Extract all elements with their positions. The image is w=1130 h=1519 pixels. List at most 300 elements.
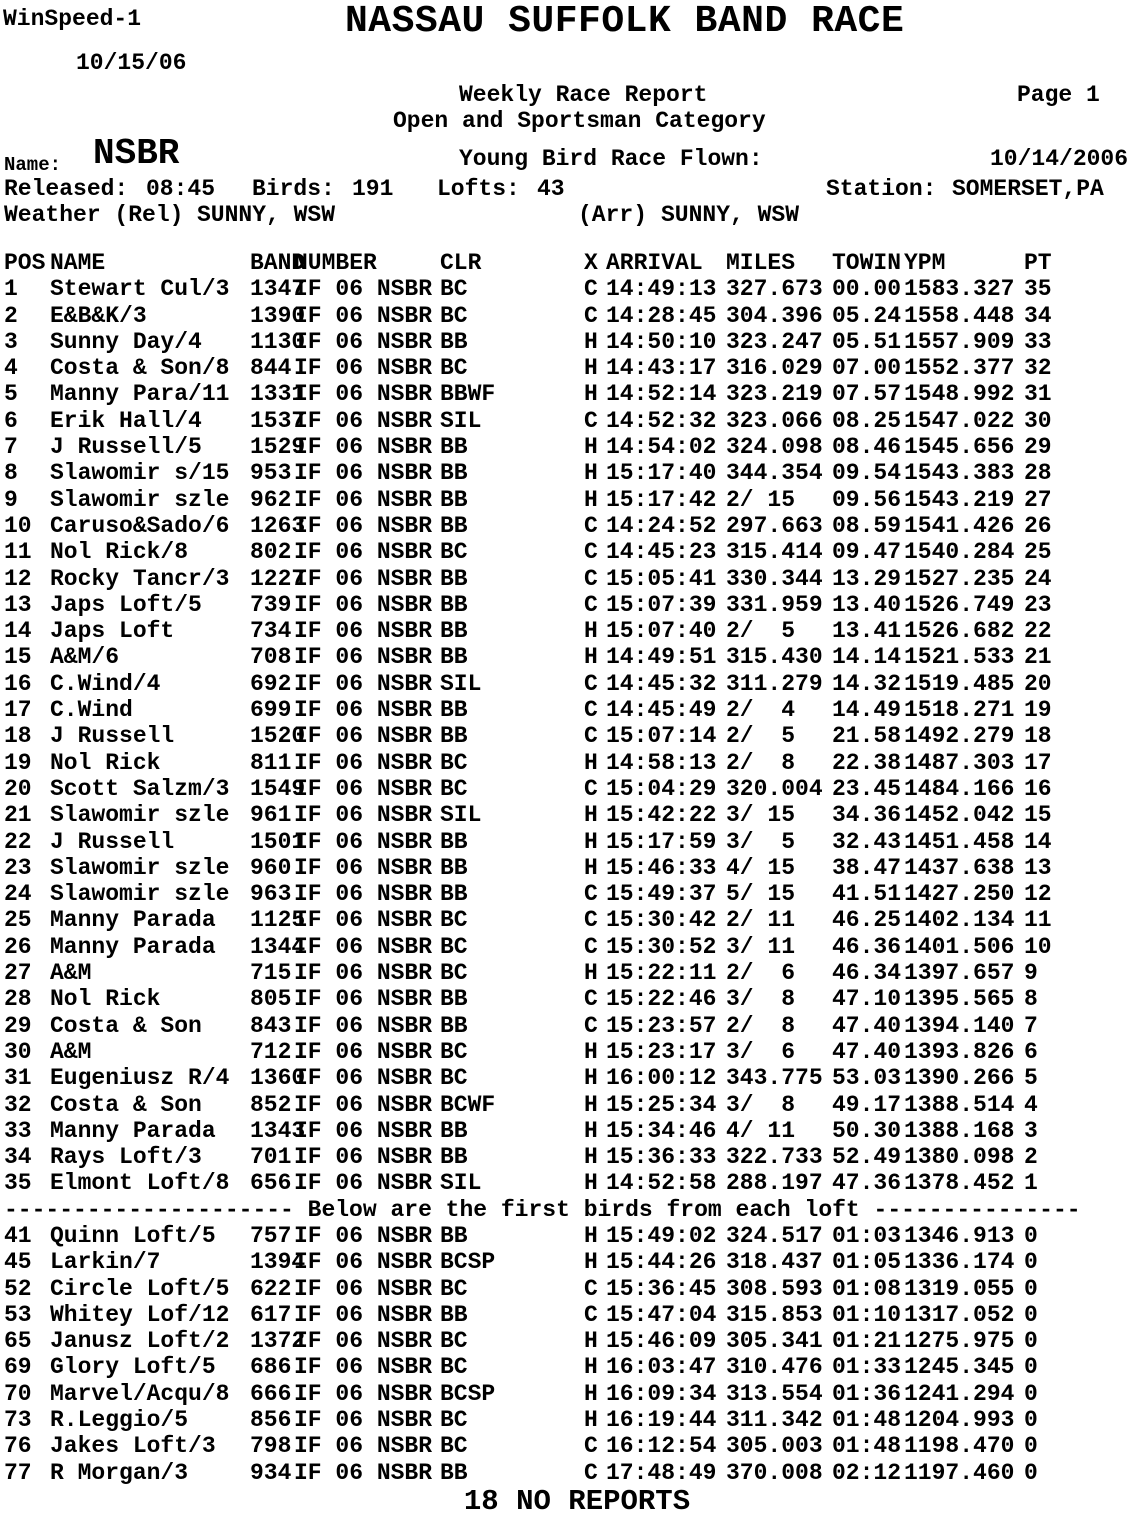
cell-band: 953 xyxy=(250,460,292,487)
table-row xyxy=(4,1302,1074,1328)
separator-body xyxy=(4,1196,1081,1223)
cell-name: Manny Parada xyxy=(50,907,216,934)
cell-number: IF 06 NSBR xyxy=(294,670,433,697)
col-header-number: NUMBER xyxy=(294,250,377,276)
cell-band: 739 xyxy=(250,591,292,618)
cell-clr: BC xyxy=(440,539,468,566)
col-header-pt: PT xyxy=(1024,250,1052,276)
cell-clr: BB xyxy=(440,1459,468,1486)
table-row xyxy=(4,566,1074,592)
cell-clr: BC xyxy=(440,960,468,987)
cell-pos: 19 xyxy=(4,749,32,776)
cell-arrival: 15:17:59 xyxy=(606,828,717,855)
cell-x: C xyxy=(584,933,598,960)
cell-towin: 01:36 xyxy=(832,1380,902,1407)
cell-x: H xyxy=(584,434,598,461)
cell-clr: BB xyxy=(440,986,468,1013)
cell-name: Scott Salzm/3 xyxy=(50,775,230,802)
cell-x: H xyxy=(584,355,598,382)
cell-pos: 14 xyxy=(4,618,32,645)
club-name-label: Name: xyxy=(4,154,62,176)
cell-name: Slawomir szle xyxy=(50,802,230,829)
table-row xyxy=(4,434,1074,460)
col-header-x: X xyxy=(584,250,598,276)
cell-number: IF 06 NSBR xyxy=(294,1459,433,1486)
cell-pos: 25 xyxy=(4,907,32,934)
table-row xyxy=(4,1407,1074,1433)
cell-band: 1520 xyxy=(250,723,306,750)
cell-band: 699 xyxy=(250,697,292,724)
cell-number: IF 06 NSBR xyxy=(294,1275,433,1302)
cell-miles: 324.517 xyxy=(726,1222,823,1249)
cell-name: Rays Loft/3 xyxy=(50,1144,202,1171)
cell-pt: 4 xyxy=(1024,1091,1038,1118)
cell-pos: 15 xyxy=(4,644,32,671)
cell-x: C xyxy=(584,539,598,566)
cell-ypm: 1526.749 xyxy=(904,591,1015,618)
cell-x: H xyxy=(584,828,598,855)
cell-pt: 0 xyxy=(1024,1407,1038,1434)
cell-x: H xyxy=(584,1222,598,1249)
cell-clr: SIL xyxy=(440,407,482,434)
cell-arrival: 15:49:02 xyxy=(606,1222,717,1249)
table-row xyxy=(4,723,1074,749)
cell-miles: 2/ 4 xyxy=(726,697,809,724)
cell-miles: 3/ 5 xyxy=(726,828,809,855)
cell-name: R Morgan/3 xyxy=(50,1459,189,1486)
cell-pos: 41 xyxy=(4,1222,32,1249)
cell-pt: 17 xyxy=(1024,749,1052,776)
cell-ypm: 1401.506 xyxy=(904,933,1015,960)
cell-miles: 310.476 xyxy=(726,1354,823,1381)
cell-arrival: 15:42:22 xyxy=(606,802,717,829)
cell-arrival: 14:28:45 xyxy=(606,302,717,329)
cell-ypm: 1388.168 xyxy=(904,1117,1015,1144)
cell-number: IF 06 NSBR xyxy=(294,1144,433,1171)
cell-arrival: 15:34:46 xyxy=(606,1117,717,1144)
cell-pos: 73 xyxy=(4,1407,32,1434)
cell-number: IF 06 NSBR xyxy=(294,1354,433,1381)
cell-pt: 2 xyxy=(1024,1144,1038,1171)
cell-miles: 288.197 xyxy=(726,1170,823,1197)
cell-towin: 21.58 xyxy=(832,723,902,750)
cell-band: 656 xyxy=(250,1170,292,1197)
table-row xyxy=(4,303,1074,329)
cell-pt: 3 xyxy=(1024,1117,1038,1144)
cell-name: Sunny Day/4 xyxy=(50,328,202,355)
cell-x: C xyxy=(584,881,598,908)
cell-number: IF 06 NSBR xyxy=(294,881,433,908)
cell-name: J Russell/5 xyxy=(50,434,202,461)
cell-miles: 2/ 8 xyxy=(726,749,809,776)
cell-x: H xyxy=(584,1249,598,1276)
cell-ypm: 1526.682 xyxy=(904,618,1015,645)
col-header-name: NAME xyxy=(50,250,106,276)
table-row xyxy=(4,1354,1074,1380)
cell-clr: SIL xyxy=(440,802,482,829)
cell-clr: BB xyxy=(440,512,468,539)
cell-towin: 41.51 xyxy=(832,881,902,908)
cell-ypm: 1452.042 xyxy=(904,802,1015,829)
cell-name: Janusz Loft/2 xyxy=(50,1328,230,1355)
cell-name: Manny Parada xyxy=(50,1117,216,1144)
cell-name: C.Wind xyxy=(50,697,133,724)
cell-clr: BB xyxy=(440,854,468,881)
cell-pos: 16 xyxy=(4,670,32,697)
col-header-band: BAND xyxy=(250,250,306,276)
cell-x: H xyxy=(584,854,598,881)
cell-pos: 7 xyxy=(4,434,18,461)
race-flown-date: 10/14/2006 xyxy=(990,146,1129,172)
cell-towin: 14.14 xyxy=(832,644,902,671)
cell-arrival: 15:36:45 xyxy=(606,1275,717,1302)
cell-band: 1343 xyxy=(250,1117,306,1144)
cell-clr: BC xyxy=(440,1407,468,1434)
cell-pt: 8 xyxy=(1024,986,1038,1013)
cell-ypm: 1519.485 xyxy=(904,670,1015,697)
cell-pos: 76 xyxy=(4,1433,32,1460)
table-row xyxy=(4,1249,1074,1275)
cell-pt: 35 xyxy=(1024,276,1052,303)
cell-band: 1537 xyxy=(250,407,306,434)
cell-number: IF 06 NSBR xyxy=(294,907,433,934)
cell-clr: BB xyxy=(440,328,468,355)
cell-pos: 45 xyxy=(4,1249,32,1276)
cell-name: Slawomir szle xyxy=(50,881,230,908)
cell-towin: 09.47 xyxy=(832,539,902,566)
cell-ypm: 1557.909 xyxy=(904,328,1015,355)
cell-number: IF 06 NSBR xyxy=(294,302,433,329)
cell-clr: SIL xyxy=(440,670,482,697)
cell-x: C xyxy=(584,1433,598,1460)
cell-band: 1331 xyxy=(250,381,306,408)
cell-clr: BB xyxy=(440,1117,468,1144)
page-title: NASSAU SUFFOLK BAND RACE xyxy=(345,0,905,43)
cell-miles: 323.066 xyxy=(726,407,823,434)
header-row xyxy=(4,250,1074,276)
cell-band: 712 xyxy=(250,1038,292,1065)
cell-miles: 344.354 xyxy=(726,460,823,487)
cell-x: C xyxy=(584,565,598,592)
cell-towin: 13.41 xyxy=(832,618,902,645)
cell-number: IF 06 NSBR xyxy=(294,1117,433,1144)
cell-arrival: 14:54:02 xyxy=(606,434,717,461)
cell-ypm: 1548.992 xyxy=(904,381,1015,408)
cell-x: C xyxy=(584,1459,598,1486)
cell-name: A&M/6 xyxy=(50,644,120,671)
cell-pos: 8 xyxy=(4,460,18,487)
cell-towin: 32.43 xyxy=(832,828,902,855)
cell-name: Marvel/Acqu/8 xyxy=(50,1380,230,1407)
cell-band: 701 xyxy=(250,1144,292,1171)
cell-towin: 00.00 xyxy=(832,276,902,303)
cell-number: IF 06 NSBR xyxy=(294,697,433,724)
cell-ypm: 1518.271 xyxy=(904,697,1015,724)
cell-pos: 1 xyxy=(4,276,18,303)
cell-miles: 5/ 15 xyxy=(726,881,809,908)
cell-band: 1125 xyxy=(250,907,306,934)
cell-pos: 30 xyxy=(4,1038,32,1065)
cell-clr: BCSP xyxy=(440,1380,496,1407)
cell-pos: 52 xyxy=(4,1275,32,1302)
cell-towin: 01:33 xyxy=(832,1354,902,1381)
cell-x: H xyxy=(584,460,598,487)
cell-number: IF 06 NSBR xyxy=(294,539,433,566)
cell-number: IF 06 NSBR xyxy=(294,802,433,829)
table-row xyxy=(4,697,1074,723)
cell-towin: 52.49 xyxy=(832,1144,902,1171)
cell-arrival: 16:00:12 xyxy=(606,1065,717,1092)
cell-ypm: 1541.426 xyxy=(904,512,1015,539)
cell-pos: 4 xyxy=(4,355,18,382)
cell-arrival: 16:19:44 xyxy=(606,1407,717,1434)
cell-x: H xyxy=(584,802,598,829)
cell-number: IF 06 NSBR xyxy=(294,1433,433,1460)
cell-miles: 322.733 xyxy=(726,1144,823,1171)
cell-x: H xyxy=(584,960,598,987)
cell-pt: 28 xyxy=(1024,460,1052,487)
cell-pos: 26 xyxy=(4,933,32,960)
cell-clr: BB xyxy=(440,697,468,724)
cell-arrival: 14:45:32 xyxy=(606,670,717,697)
cell-pos: 18 xyxy=(4,723,32,750)
table-row xyxy=(4,986,1074,1012)
cell-pos: 32 xyxy=(4,1091,32,1118)
cell-name: Quinn Loft/5 xyxy=(50,1222,216,1249)
cell-towin: 46.36 xyxy=(832,933,902,960)
cell-miles: 2/ 5 xyxy=(726,723,809,750)
cell-ypm: 1543.383 xyxy=(904,460,1015,487)
cell-clr: BB xyxy=(440,1222,468,1249)
cell-name: Slawomir s/15 xyxy=(50,460,230,487)
cell-arrival: 15:07:39 xyxy=(606,591,717,618)
cell-towin: 22.38 xyxy=(832,749,902,776)
cell-x: C xyxy=(584,670,598,697)
table-row xyxy=(4,1276,1074,1302)
cell-towin: 38.47 xyxy=(832,854,902,881)
cell-name: Eugeniusz R/4 xyxy=(50,1065,230,1092)
col-header-miles: MILES xyxy=(726,250,796,276)
table-row xyxy=(4,460,1074,486)
cell-ypm: 1492.279 xyxy=(904,723,1015,750)
cell-ypm: 1241.294 xyxy=(904,1380,1015,1407)
cell-arrival: 15:47:04 xyxy=(606,1301,717,1328)
cell-band: 1529 xyxy=(250,434,306,461)
cell-ypm: 1198.470 xyxy=(904,1433,1015,1460)
cell-ypm: 1437.638 xyxy=(904,854,1015,881)
cell-band: 1130 xyxy=(250,328,306,355)
col-header-clr: CLR xyxy=(440,250,482,276)
cell-x: H xyxy=(584,1038,598,1065)
table-row xyxy=(4,1460,1074,1486)
cell-name: Slawomir szle xyxy=(50,486,230,513)
cell-pos: 27 xyxy=(4,960,32,987)
cell-number: IF 06 NSBR xyxy=(294,828,433,855)
cell-name: Manny Para/11 xyxy=(50,381,230,408)
cell-pt: 31 xyxy=(1024,381,1052,408)
cell-ypm: 1547.022 xyxy=(904,407,1015,434)
cell-pt: 0 xyxy=(1024,1301,1038,1328)
cell-clr: BBWF xyxy=(440,381,496,408)
cell-towin: 01:05 xyxy=(832,1249,902,1276)
cell-clr: BB xyxy=(440,1144,468,1171)
cell-name: Stewart Cul/3 xyxy=(50,276,230,303)
cell-clr: BC xyxy=(440,302,468,329)
cell-number: IF 06 NSBR xyxy=(294,486,433,513)
table-row xyxy=(4,381,1074,407)
cell-band: 1394 xyxy=(250,1249,306,1276)
cell-name: Costa & Son xyxy=(50,1091,202,1118)
main-results-body xyxy=(4,276,1074,1196)
cell-ypm: 1204.993 xyxy=(904,1407,1015,1434)
cell-band: 686 xyxy=(250,1354,292,1381)
no-reports-line: 18 NO REPORTS xyxy=(463,1484,691,1518)
table-row xyxy=(4,1039,1074,1065)
cell-pos: 29 xyxy=(4,1012,32,1039)
cell-band: 617 xyxy=(250,1301,292,1328)
cell-miles: 330.344 xyxy=(726,565,823,592)
cell-ypm: 1245.345 xyxy=(904,1354,1015,1381)
cell-towin: 01:48 xyxy=(832,1407,902,1434)
cell-ypm: 1521.533 xyxy=(904,644,1015,671)
cell-band: 622 xyxy=(250,1275,292,1302)
cell-miles: 2/ 8 xyxy=(726,1012,809,1039)
table-row xyxy=(4,1144,1074,1170)
cell-miles: 313.554 xyxy=(726,1380,823,1407)
cell-towin: 01:03 xyxy=(832,1222,902,1249)
first-birds-body xyxy=(4,1223,1074,1486)
lofts-label: Lofts: xyxy=(437,176,520,202)
cell-pt: 7 xyxy=(1024,1012,1038,1039)
table-row xyxy=(4,802,1074,828)
cell-clr: BC xyxy=(440,1275,468,1302)
cell-arrival: 15:05:41 xyxy=(606,565,717,592)
table-row xyxy=(4,1381,1074,1407)
cell-x: H xyxy=(584,1144,598,1171)
cell-miles: 305.341 xyxy=(726,1328,823,1355)
table-row xyxy=(4,592,1074,618)
cell-pt: 1 xyxy=(1024,1170,1038,1197)
cell-band: 844 xyxy=(250,355,292,382)
cell-towin: 05.51 xyxy=(832,328,902,355)
cell-pos: 31 xyxy=(4,1065,32,1092)
separator-row xyxy=(4,1197,1074,1223)
cell-miles: 308.593 xyxy=(726,1275,823,1302)
cell-pos: 53 xyxy=(4,1301,32,1328)
cell-x: H xyxy=(584,644,598,671)
cell-miles: 311.342 xyxy=(726,1407,823,1434)
cell-pt: 34 xyxy=(1024,302,1052,329)
cell-pt: 0 xyxy=(1024,1328,1038,1355)
cell-band: 962 xyxy=(250,486,292,513)
weather-release-label: Weather (Rel) xyxy=(4,202,184,228)
cell-x: C xyxy=(584,1301,598,1328)
cell-name: Nol Rick xyxy=(50,986,161,1013)
cell-pos: 21 xyxy=(4,802,32,829)
cell-name: Caruso&Sado/6 xyxy=(50,512,230,539)
cell-x: C xyxy=(584,276,598,303)
cell-towin: 01:21 xyxy=(832,1328,902,1355)
cell-name: Slawomir szle xyxy=(50,854,230,881)
table-row xyxy=(4,1328,1074,1354)
cell-band: 843 xyxy=(250,1012,292,1039)
cell-miles: 2/ 15 xyxy=(726,486,809,513)
cell-ypm: 1395.565 xyxy=(904,986,1015,1013)
table-row xyxy=(4,1092,1074,1118)
cell-name: Jakes Loft/3 xyxy=(50,1433,216,1460)
cell-clr: BC xyxy=(440,933,468,960)
cell-arrival: 15:23:17 xyxy=(606,1038,717,1065)
cell-number: IF 06 NSBR xyxy=(294,723,433,750)
cell-number: IF 06 NSBR xyxy=(294,1328,433,1355)
cell-miles: 323.247 xyxy=(726,328,823,355)
table-row xyxy=(4,855,1074,881)
cell-pos: 22 xyxy=(4,828,32,855)
cell-towin: 47.36 xyxy=(832,1170,902,1197)
cell-name: R.Leggio/5 xyxy=(50,1407,189,1434)
cell-ypm: 1545.656 xyxy=(904,434,1015,461)
cell-pos: 11 xyxy=(4,539,32,566)
cell-number: IF 06 NSBR xyxy=(294,434,433,461)
cell-pt: 9 xyxy=(1024,960,1038,987)
cell-pos: 77 xyxy=(4,1459,32,1486)
cell-number: IF 06 NSBR xyxy=(294,644,433,671)
cell-band: 666 xyxy=(250,1380,292,1407)
cell-x: C xyxy=(584,512,598,539)
cell-arrival: 14:58:13 xyxy=(606,749,717,776)
table-row xyxy=(4,276,1074,302)
cell-pt: 14 xyxy=(1024,828,1052,855)
station-value: SOMERSET,PA xyxy=(952,176,1104,202)
cell-name: J Russell xyxy=(50,723,175,750)
cell-miles: 315.853 xyxy=(726,1301,823,1328)
cell-band: 963 xyxy=(250,881,292,908)
club-name-value: NSBR xyxy=(93,133,180,174)
cell-miles: 327.673 xyxy=(726,276,823,303)
app-name: WinSpeed-1 xyxy=(3,6,142,32)
cell-pos: 2 xyxy=(4,302,18,329)
cell-name: Japs Loft/5 xyxy=(50,591,202,618)
cell-band: 757 xyxy=(250,1222,292,1249)
cell-pos: 69 xyxy=(4,1354,32,1381)
cell-arrival: 16:12:54 xyxy=(606,1433,717,1460)
cell-ypm: 1487.303 xyxy=(904,749,1015,776)
cell-name: Nol Rick xyxy=(50,749,161,776)
cell-ypm: 1390.266 xyxy=(904,1065,1015,1092)
birds-count: 191 xyxy=(352,176,394,202)
cell-name: C.Wind/4 xyxy=(50,670,161,697)
cell-arrival: 14:45:49 xyxy=(606,697,717,724)
cell-arrival: 14:50:10 xyxy=(606,328,717,355)
cell-number: IF 06 NSBR xyxy=(294,1222,433,1249)
cell-miles: 315.430 xyxy=(726,644,823,671)
cell-arrival: 17:48:49 xyxy=(606,1459,717,1486)
cell-pt: 5 xyxy=(1024,1065,1038,1092)
cell-name: E&B&K/3 xyxy=(50,302,147,329)
cell-pos: 20 xyxy=(4,775,32,802)
cell-arrival: 15:22:46 xyxy=(606,986,717,1013)
cell-ypm: 1543.219 xyxy=(904,486,1015,513)
cell-band: 1549 xyxy=(250,775,306,802)
cell-towin: 14.32 xyxy=(832,670,902,697)
cell-arrival: 15:46:09 xyxy=(606,1328,717,1355)
cell-clr: BC xyxy=(440,1328,468,1355)
table-row xyxy=(4,1433,1074,1459)
cell-pos: 24 xyxy=(4,881,32,908)
table-row xyxy=(4,907,1074,933)
cell-name: Whitey Lof/12 xyxy=(50,1301,230,1328)
race-results-table xyxy=(4,250,1081,1486)
